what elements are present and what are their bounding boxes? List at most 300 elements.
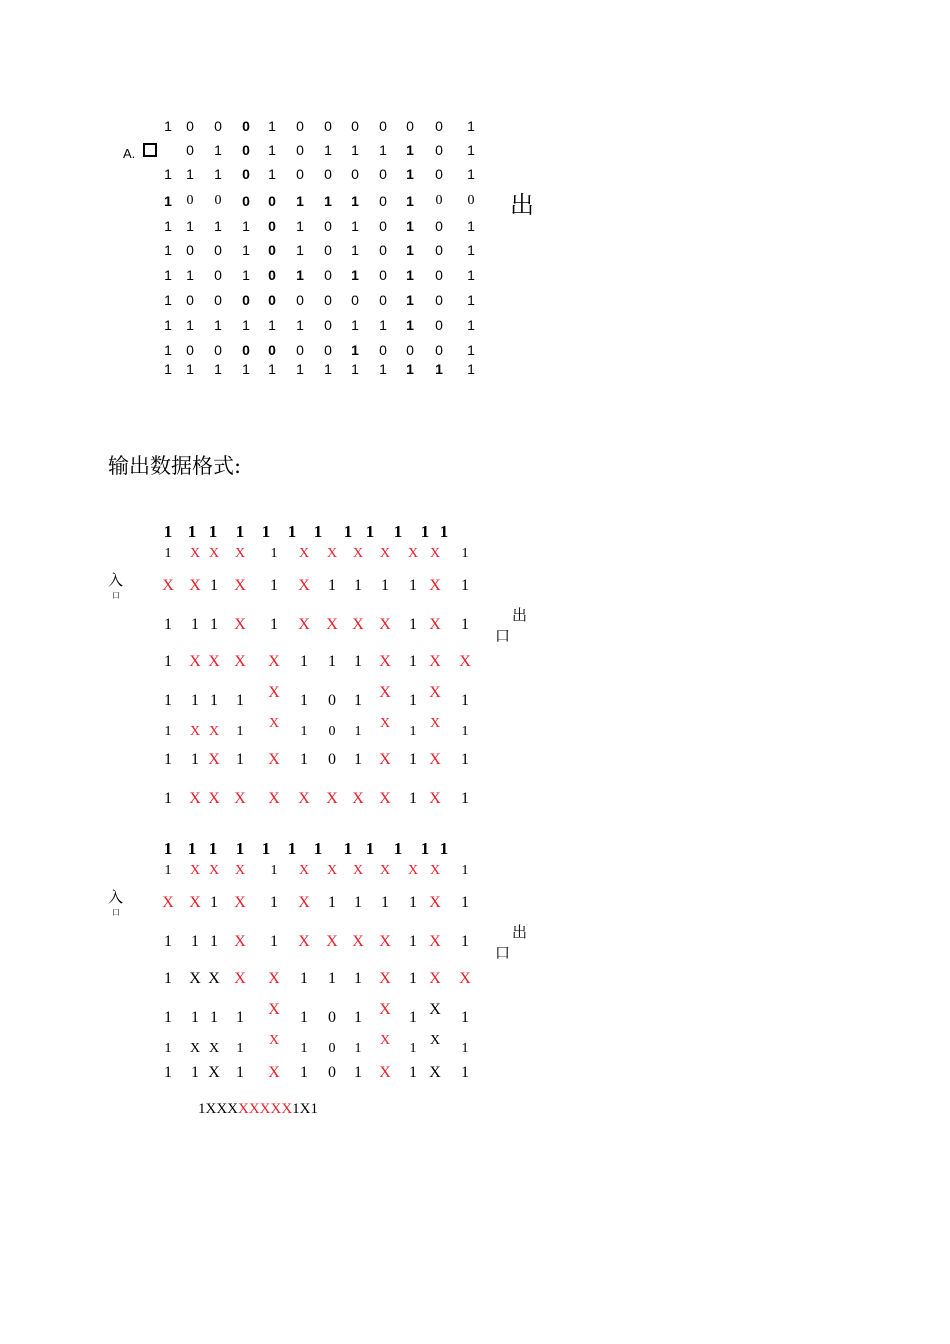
output-cell: X: [189, 894, 201, 911]
matrix-a-cell: 0: [379, 292, 387, 308]
matrix-a-cell: 0: [268, 267, 276, 283]
matrix-a-cell: 1: [242, 361, 250, 377]
matrix-a-cell: 0: [242, 118, 250, 134]
matrix-a-cell: 0: [242, 342, 250, 358]
output-cell: X: [459, 970, 471, 987]
output-cell: X: [208, 970, 220, 987]
matrix-a-cell: 1: [242, 267, 250, 283]
matrix-a-cell: 1: [351, 342, 359, 358]
output-cell: 1: [354, 970, 362, 987]
output-cell: 1: [164, 751, 172, 768]
matrix-a-cell: 0: [296, 142, 304, 158]
output-cell: 1: [236, 1041, 244, 1056]
output-cell: 1: [461, 1009, 469, 1026]
matrix-a-cell: 1: [467, 242, 475, 258]
output-cell: X: [268, 1033, 280, 1048]
output-cell: 1: [409, 1064, 417, 1081]
output-cell: 1: [328, 970, 336, 987]
matrix-a-cell: 0: [268, 193, 276, 209]
output-cell: X: [379, 546, 391, 561]
matrix-a-cell: 1: [214, 317, 222, 333]
matrix-a-cell: 0: [324, 267, 332, 283]
output-cell: 1: [191, 933, 199, 950]
matrix-a-cell: 1: [164, 361, 172, 377]
output-cell: 1: [409, 751, 417, 768]
output-cell: 1: [393, 839, 403, 858]
output-cell: 1: [420, 522, 430, 541]
output-cell: 1: [409, 577, 417, 594]
matrix-a-cell: 1: [164, 193, 172, 209]
matrix-a-cell: 1: [351, 361, 359, 377]
output-cell: 1: [381, 577, 389, 594]
matrix-a-cell: 1: [164, 342, 172, 358]
output-cell: 1: [164, 863, 172, 878]
matrix-a-cell: 1: [296, 218, 304, 234]
output-cell: X: [268, 716, 280, 731]
output-cell: 1: [270, 577, 278, 594]
matrix-a-cell: 1: [296, 242, 304, 258]
output-cell: 1: [235, 522, 245, 541]
output-cell: X: [379, 1001, 391, 1018]
output-cell: 1: [210, 894, 218, 911]
output-cell: X: [189, 577, 201, 594]
output-cell: X: [234, 577, 246, 594]
output-cell: 1: [365, 522, 375, 541]
output-cell: 1: [381, 894, 389, 911]
output-cell: X: [429, 790, 441, 807]
output-cell: 0: [328, 751, 336, 768]
output-cell: 1: [210, 933, 218, 950]
matrix-a-cell: 1: [467, 166, 475, 182]
matrix-a-cell: 1: [467, 342, 475, 358]
output-cell: 0: [328, 1041, 336, 1056]
output-cell: X: [189, 724, 201, 739]
matrix-a-cell: 0: [435, 218, 443, 234]
matrix-a-cell: 0: [379, 267, 387, 283]
output-cell: X: [189, 1041, 201, 1056]
entrance-label-top: 入: [108, 571, 124, 589]
matrix-a-cell: 0: [324, 342, 332, 358]
entrance-label-bottom: 口: [112, 591, 120, 600]
matrix-a-cell: 0: [268, 292, 276, 308]
output-cell: 1: [210, 1009, 218, 1026]
matrix-a-cell: 0: [324, 242, 332, 258]
output-cell: X: [379, 653, 391, 670]
output-cell: 1: [164, 1009, 172, 1026]
output-cell: X: [268, 653, 280, 670]
matrix-a-cell: 0: [435, 118, 443, 134]
output-cell: 1: [164, 546, 172, 561]
output-cell: X: [352, 933, 364, 950]
matrix-a-cell: 0: [296, 166, 304, 182]
output-cell: 1: [409, 653, 417, 670]
output-cell: 1: [236, 692, 244, 709]
output-cell: 1: [300, 692, 308, 709]
output-cell: 1: [236, 724, 244, 739]
matrix-a-cell: 1: [186, 361, 194, 377]
matrix-a-cell: 0: [324, 118, 332, 134]
matrix-a-cell: 1: [214, 361, 222, 377]
output-cell: 1: [409, 1041, 417, 1056]
output-cell: X: [326, 616, 338, 633]
output-cell: X: [298, 577, 310, 594]
matrix-a-cell: 1: [268, 166, 276, 182]
matrix-a-cell: 1: [242, 218, 250, 234]
matrix-a-cell: 0: [435, 292, 443, 308]
output-cell: 1: [461, 790, 469, 807]
matrix-a-cell: 0: [406, 342, 414, 358]
output-cell: 1: [343, 522, 353, 541]
output-cell: X: [379, 970, 391, 987]
output-cell: X: [234, 546, 246, 561]
output-cell: 1: [187, 522, 197, 541]
output-cell: 0: [328, 1064, 336, 1081]
matrix-a-cell: 1: [379, 361, 387, 377]
matrix-a-cell: 0: [214, 342, 222, 358]
matrix-a-cell: 0: [435, 242, 443, 258]
output-cell: 1: [287, 839, 297, 858]
option-a-checkbox[interactable]: [143, 143, 157, 157]
output-cell: 1: [354, 1009, 362, 1026]
output-cell: 1: [261, 522, 271, 541]
output-cell: X: [429, 1001, 441, 1018]
output-cell: X: [379, 716, 391, 731]
matrix-a-cell: 1: [268, 118, 276, 134]
matrix-a-cell: 1: [186, 218, 194, 234]
matrix-a-cell: 1: [296, 361, 304, 377]
matrix-a-cell: 0: [242, 166, 250, 182]
matrix-a-cell: 1: [406, 142, 414, 158]
matrix-a-cell: 1: [406, 166, 414, 182]
matrix-a-cell: 1: [351, 317, 359, 333]
output-cell: 1: [164, 692, 172, 709]
entrance-label-bottom-2: 口: [112, 908, 120, 917]
summary-highlight: XXXXX: [238, 1101, 293, 1117]
output-cell: 1: [187, 839, 197, 858]
output-cell: X: [407, 863, 419, 878]
output-cell: X: [234, 894, 246, 911]
matrix-a-cell: 1: [186, 267, 194, 283]
output-cell: 1: [420, 839, 430, 858]
output-cell: 1: [409, 724, 417, 739]
output-cell: X: [429, 970, 441, 987]
matrix-a-cell: 1: [379, 142, 387, 158]
entrance-label-top-2: 入: [108, 888, 124, 906]
exit-label-top: 出: [512, 606, 528, 624]
output-cell: X: [407, 546, 419, 561]
output-cell: 1: [164, 933, 172, 950]
output-cell: X: [189, 790, 201, 807]
matrix-a-cell: 0: [467, 193, 475, 208]
output-cell: 1: [461, 933, 469, 950]
output-cell: 1: [191, 692, 199, 709]
matrix-a-cell: 0: [186, 292, 194, 308]
matrix-a-cell: 1: [379, 317, 387, 333]
output-cell: 1: [354, 894, 362, 911]
output-cell: 1: [409, 616, 417, 633]
matrix-a-cell: 1: [324, 193, 332, 209]
output-cell: 1: [163, 522, 173, 541]
output-cell: 1: [164, 653, 172, 670]
output-cell: 1: [328, 653, 336, 670]
matrix-a-cell: 0: [435, 142, 443, 158]
output-cell: 1: [409, 692, 417, 709]
matrix-a-cell: 1: [351, 218, 359, 234]
matrix-a-cell: 1: [296, 193, 304, 209]
matrix-a-cell: 0: [214, 242, 222, 258]
matrix-a-cell: 0: [435, 193, 443, 208]
matrix-a-cell: 0: [324, 317, 332, 333]
output-cell: 1: [163, 839, 173, 858]
output-cell: 1: [354, 1064, 362, 1081]
matrix-a-cell: 0: [351, 166, 359, 182]
output-cell: 1: [270, 933, 278, 950]
output-cell: 1: [191, 1009, 199, 1026]
output-cell: X: [459, 653, 471, 670]
output-cell: 1: [210, 577, 218, 594]
matrix-a-cell: 1: [164, 242, 172, 258]
matrix-a-cell: 0: [379, 193, 387, 209]
summary-suffix: 1X1: [292, 1101, 319, 1117]
matrix-a-cell: 1: [214, 142, 222, 158]
matrix-a-cell: 1: [242, 242, 250, 258]
output-cell: 1: [300, 970, 308, 987]
output-cell: 1: [236, 1064, 244, 1081]
matrix-a-cell: 1: [214, 218, 222, 234]
matrix-a-cell: 0: [186, 342, 194, 358]
output-cell: 1: [313, 839, 323, 858]
matrix-a-cell: 0: [435, 267, 443, 283]
matrix-a-cell: 1: [467, 267, 475, 283]
output-cell: 0: [328, 724, 336, 739]
exit-label: 出: [510, 191, 534, 219]
output-cell: 1: [191, 751, 199, 768]
output-cell: 1: [191, 1064, 199, 1081]
matrix-a-cell: 0: [268, 242, 276, 258]
matrix-a-cell: 1: [268, 142, 276, 158]
output-cell: 1: [409, 790, 417, 807]
output-cell: 1: [393, 522, 403, 541]
output-cell: X: [189, 863, 201, 878]
output-cell: 1: [328, 894, 336, 911]
matrix-a-cell: 1: [164, 118, 172, 134]
output-cell: 1: [461, 546, 469, 561]
output-cell: 1: [300, 1064, 308, 1081]
output-cell: X: [379, 751, 391, 768]
matrix-a-cell: 1: [186, 166, 194, 182]
output-cell: 1: [439, 522, 449, 541]
output-cell: X: [268, 684, 280, 701]
output-cell: 1: [164, 616, 172, 633]
output-cell: 1: [354, 751, 362, 768]
matrix-a-cell: 0: [268, 342, 276, 358]
matrix-a-cell: 0: [296, 342, 304, 358]
output-cell: 1: [313, 522, 323, 541]
output-cell: X: [208, 724, 220, 739]
output-cell: 1: [409, 1009, 417, 1026]
output-cell: X: [326, 546, 338, 561]
output-cell: X: [429, 1033, 441, 1048]
matrix-a-cell: 0: [242, 292, 250, 308]
matrix-a-cell: 1: [186, 317, 194, 333]
output-cell: 1: [300, 653, 308, 670]
matrix-a-cell: 1: [406, 292, 414, 308]
output-cell: X: [208, 546, 220, 561]
matrix-a-cell: 0: [351, 118, 359, 134]
output-cell: X: [162, 894, 174, 911]
matrix-a-cell: 0: [435, 317, 443, 333]
output-cell: 1: [300, 1009, 308, 1026]
matrix-a-cell: 1: [324, 142, 332, 158]
output-cell: X: [234, 970, 246, 987]
output-cell: 0: [328, 1009, 336, 1026]
output-cell: X: [234, 933, 246, 950]
output-cell: 1: [354, 1041, 362, 1056]
output-cell: X: [429, 894, 441, 911]
output-cell: X: [189, 546, 201, 561]
output-cell: 1: [210, 616, 218, 633]
output-cell: X: [379, 684, 391, 701]
matrix-a-cell: 0: [296, 292, 304, 308]
output-cell: X: [326, 933, 338, 950]
output-cell: X: [379, 1033, 391, 1048]
output-cell: X: [268, 970, 280, 987]
matrix-a-cell: 1: [467, 292, 475, 308]
matrix-a-cell: 1: [467, 361, 475, 377]
matrix-a-cell: 0: [186, 118, 194, 134]
output-cell: 1: [439, 839, 449, 858]
matrix-a-cell: 1: [296, 317, 304, 333]
output-cell: X: [208, 1064, 220, 1081]
output-cell: 1: [270, 863, 278, 878]
output-cell: X: [326, 863, 338, 878]
output-cell: X: [298, 863, 310, 878]
output-cell: X: [429, 933, 441, 950]
output-cell: X: [352, 863, 364, 878]
output-cell: X: [379, 863, 391, 878]
output-cell: X: [379, 1064, 391, 1081]
matrix-a-cell: 0: [296, 118, 304, 134]
output-cell: 1: [461, 692, 469, 709]
output-cell: 1: [191, 616, 199, 633]
matrix-a-cell: 1: [242, 317, 250, 333]
matrix-a-cell: 0: [435, 342, 443, 358]
matrix-a-cell: 1: [406, 193, 414, 209]
output-cell: 1: [354, 653, 362, 670]
output-cell: X: [326, 790, 338, 807]
matrix-a-cell: 1: [351, 142, 359, 158]
matrix-a-cell: 1: [268, 317, 276, 333]
output-cell: 1: [409, 894, 417, 911]
output-cell: 1: [164, 724, 172, 739]
matrix-a-cell: 0: [406, 118, 414, 134]
output-cell: 1: [354, 724, 362, 739]
matrix-a-cell: 1: [406, 218, 414, 234]
output-cell: 1: [354, 692, 362, 709]
output-cell: X: [298, 616, 310, 633]
output-cell: X: [429, 1064, 441, 1081]
matrix-a-cell: 1: [351, 242, 359, 258]
exit-label-bottom-2: 口: [495, 944, 511, 962]
output-cell: 1: [164, 790, 172, 807]
output-cell: 1: [270, 546, 278, 561]
matrix-a-cell: 0: [379, 118, 387, 134]
exit-label-top-2: 出: [512, 923, 528, 941]
output-cell: 1: [210, 692, 218, 709]
output-cell: X: [429, 546, 441, 561]
output-cell: X: [208, 790, 220, 807]
output-cell: X: [298, 933, 310, 950]
matrix-a-cell: 1: [435, 361, 443, 377]
matrix-a-cell: 0: [268, 218, 276, 234]
matrix-a-cell: 1: [467, 317, 475, 333]
output-cell: 1: [236, 1009, 244, 1026]
summary-line: [198, 1101, 318, 1118]
matrix-a-cell: 0: [324, 292, 332, 308]
output-cell: 1: [461, 894, 469, 911]
output-cell: X: [268, 751, 280, 768]
output-cell: X: [189, 653, 201, 670]
output-cell: X: [298, 790, 310, 807]
output-cell: 1: [287, 522, 297, 541]
output-cell: 1: [236, 751, 244, 768]
output-cell: 1: [461, 863, 469, 878]
summary-prefix: 1XXX: [198, 1101, 238, 1117]
output-cell: 1: [328, 577, 336, 594]
output-cell: 1: [461, 1041, 469, 1056]
output-cell: 1: [164, 1064, 172, 1081]
matrix-a-cell: 1: [467, 118, 475, 134]
output-cell: X: [208, 653, 220, 670]
output-cell: 1: [409, 970, 417, 987]
output-cell: 1: [354, 577, 362, 594]
output-cell: 1: [208, 839, 218, 858]
matrix-a-cell: 1: [214, 166, 222, 182]
output-cell: 1: [461, 724, 469, 739]
output-cell: 1: [300, 751, 308, 768]
output-cell: X: [352, 616, 364, 633]
matrix-a-cell: 0: [242, 142, 250, 158]
output-cell: 1: [261, 839, 271, 858]
matrix-a-cell: 0: [214, 118, 222, 134]
output-cell: 1: [461, 616, 469, 633]
output-cell: X: [429, 616, 441, 633]
output-cell: 1: [270, 894, 278, 911]
output-cell: 1: [235, 839, 245, 858]
output-cell: X: [429, 577, 441, 594]
output-cell: X: [268, 1064, 280, 1081]
matrix-a-cell: 1: [164, 292, 172, 308]
output-cell: 1: [461, 577, 469, 594]
matrix-a-cell: 1: [164, 317, 172, 333]
matrix-a-cell: 0: [242, 193, 250, 209]
output-cell: X: [429, 716, 441, 731]
matrix-a-cell: 1: [164, 166, 172, 182]
output-cell: X: [208, 751, 220, 768]
output-cell: 1: [270, 616, 278, 633]
output-cell: X: [234, 790, 246, 807]
output-cell: 1: [365, 839, 375, 858]
matrix-a-cell: 0: [214, 267, 222, 283]
output-cell: X: [208, 1041, 220, 1056]
output-cell: X: [189, 970, 201, 987]
matrix-a-cell: 0: [379, 218, 387, 234]
output-cell: X: [208, 863, 220, 878]
matrix-a-cell: 1: [164, 267, 172, 283]
matrix-a-cell: 1: [324, 361, 332, 377]
matrix-a-cell: 0: [379, 342, 387, 358]
matrix-a-cell: 0: [186, 242, 194, 258]
